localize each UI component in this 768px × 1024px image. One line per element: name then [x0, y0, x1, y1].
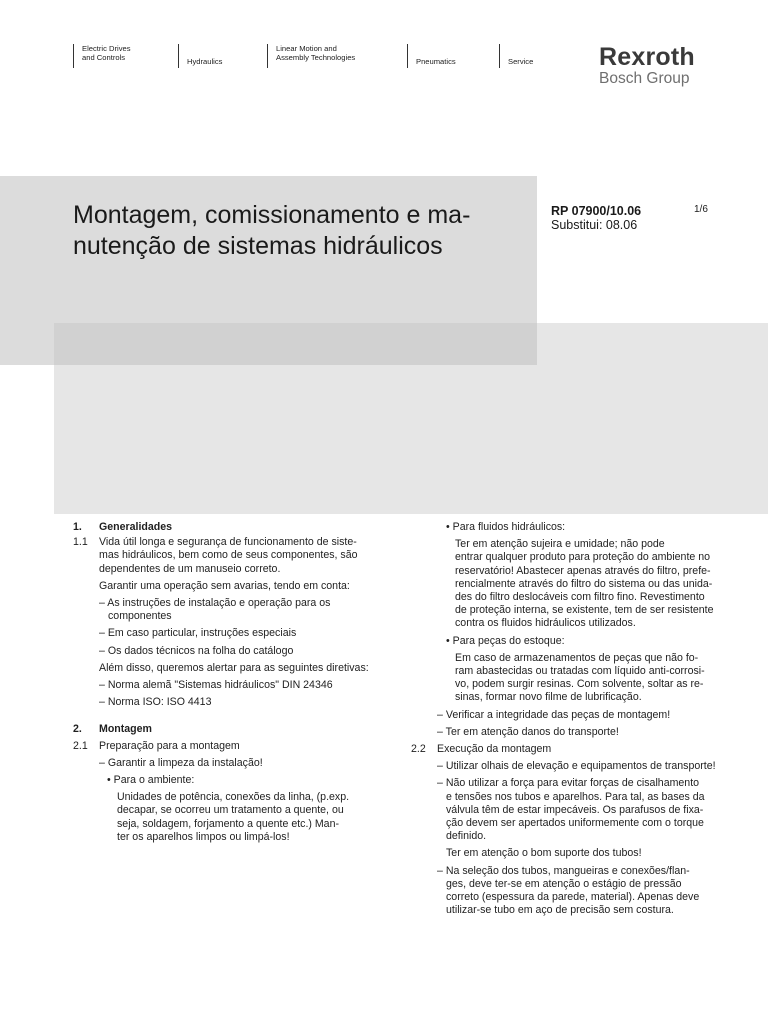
list-item: – Norma alemã "Sistemas hidráulicos" DIN 24346: [99, 679, 333, 692]
list-item-cont: componentes: [108, 610, 172, 623]
section-title: Generalidades: [99, 521, 173, 533]
section-2-2: [411, 743, 761, 917]
text-line: definido.: [446, 830, 487, 843]
subsection-title: Execução da montagem: [437, 743, 552, 756]
page-number: 1/6: [694, 204, 708, 215]
text-line: contra os fluidos hidráulicos utilizados.: [455, 617, 636, 630]
section-2-heading: [73, 723, 403, 736]
text-line: Em caso de armazenamentos de peças que não fo-: [455, 651, 699, 664]
list-item: – Na seleção dos tubos, mangueiras e conexões/flan-: [437, 864, 690, 877]
list-item: – Utilizar olhais de elevação e equipamentos de transporte!: [437, 760, 716, 773]
text-line: e tensões nos tubos e aparelhos. Para tal, as bases da: [446, 790, 705, 803]
right-column: [411, 521, 761, 917]
text-line: des do filtro deslocáveis com filtro fino. Revestimento: [455, 591, 705, 604]
document-reference: [551, 204, 641, 232]
text-line: sinas, formar novo filme de lubrificação.: [455, 691, 642, 704]
brand-group: Bosch Group: [599, 70, 690, 87]
list-item: – Ter em atenção danos do transporte!: [437, 725, 619, 738]
nav-label: Hydraulics: [187, 57, 223, 66]
nav-pneumatics: [407, 44, 456, 68]
text-line: ter os aparelhos limpos ou limpá-los!: [117, 830, 290, 843]
text-line: seja, soldagem, forjamento a quente etc.) Man-: [117, 817, 339, 830]
title-line: nutenção de sistemas hidráulicos: [73, 232, 443, 260]
replaces-note: Substitui: 08.06: [551, 218, 638, 232]
section-number: 2.2: [411, 743, 426, 756]
section-title: Montagem: [99, 723, 152, 736]
nav-label: Electric Drives: [82, 44, 131, 53]
text-line: ram abastecidas ou tratadas com líquido anti-corrosi-: [455, 665, 705, 678]
document-code: RP 07900/10.06: [551, 204, 642, 218]
section-number: 2.1: [73, 739, 88, 752]
text-line: decapar, se ocorreu um tratamento a quente, ou: [117, 804, 344, 817]
brand-name: Rexroth: [599, 43, 695, 71]
nav-linear-motion: [267, 44, 355, 68]
bullet-item: • Para o ambiente:: [107, 774, 195, 787]
subsection-title: Preparação para a montagem: [99, 739, 240, 752]
nav-label: Service: [508, 57, 534, 66]
list-item: – Garantir a limpeza da instalação!: [99, 756, 263, 769]
bullet-item: • Para peças do estoque:: [446, 634, 565, 647]
nav-electric-drives: [73, 44, 131, 68]
text-line: Unidades de potência, conexões da linha, (p.exp.: [117, 791, 350, 804]
text-line: ção devem ser apertados uniformemente com o torque: [446, 817, 704, 830]
text-line: de proteção interna, se existente, tem de ser resistente: [455, 604, 714, 617]
text-line: rencialmente através do filtro do sistema ou das unida-: [455, 577, 713, 590]
section-1-heading: [73, 521, 403, 534]
list-item: – Os dados técnicos na folha do catálogo: [99, 644, 294, 657]
text-line: reservatório! Abastecer apenas através do filtro, prefe-: [455, 564, 711, 577]
document-title: [73, 200, 533, 262]
list-item: – Não utilizar a força para evitar forças de cisalhamento: [437, 777, 700, 790]
list-item: – Norma ISO: ISO 4413: [99, 696, 212, 709]
bullet-item: • Para fluidos hidráulicos:: [446, 521, 566, 533]
nav-hydraulics: [178, 44, 222, 68]
title-line: Montagem, comissionamento e ma-: [73, 201, 471, 229]
list-item: – Verificar a integridade das peças de montagem!: [437, 708, 671, 721]
section-number: 1.1: [73, 536, 88, 549]
nav-service: [499, 44, 533, 68]
band-overlap: [54, 323, 537, 365]
list-item: – Em caso particular, instruções especiais: [99, 627, 297, 640]
left-column: [73, 521, 403, 844]
section-2-1: [73, 740, 403, 844]
paragraph: Ter em atenção o bom suporte dos tubos!: [446, 847, 642, 860]
list-item: – As instruções de instalação e operação para os: [99, 597, 331, 610]
text-line: dependentes de um manuseio correto.: [99, 562, 281, 575]
text-line: correto (espessura da parede, material). Apenas deve: [446, 891, 700, 904]
text-line: ges, deve ter-se em atenção o estágio de pressão: [446, 877, 682, 890]
text-line: vo, podem surgir resinas. Com solvente, soltar as re-: [455, 678, 704, 691]
section-1-1: [73, 536, 403, 709]
text-line: utilizar-se tubo em aço de precisão sem costura.: [446, 904, 674, 917]
nav-label: Assembly Technologies: [276, 53, 356, 62]
text-line: válvula têm de estar impecáveis. Os parafusos de fixa-: [446, 803, 704, 816]
text-line: Vida útil longa e segurança de funcionamento de siste-: [99, 536, 357, 549]
paragraph: Garantir uma operação sem avarias, tendo em conta:: [99, 579, 350, 592]
nav-label: Pneumatics: [416, 57, 456, 66]
section-number: 2.: [73, 723, 82, 736]
nav-label: Linear Motion and: [276, 44, 337, 53]
rexroth-logo: [599, 44, 695, 87]
text-line: Ter em atenção sujeira e umidade; não pode: [455, 538, 665, 551]
text-line: entrar qualquer produto para proteção do ambiente no: [455, 551, 711, 564]
nav-label: and Controls: [82, 53, 126, 62]
paragraph: Além disso, queremos alertar para as seguintes diretivas:: [99, 661, 369, 674]
text-line: mas hidráulicos, bem como de seus componentes, são: [99, 549, 358, 562]
section-number: 1.: [73, 521, 82, 533]
